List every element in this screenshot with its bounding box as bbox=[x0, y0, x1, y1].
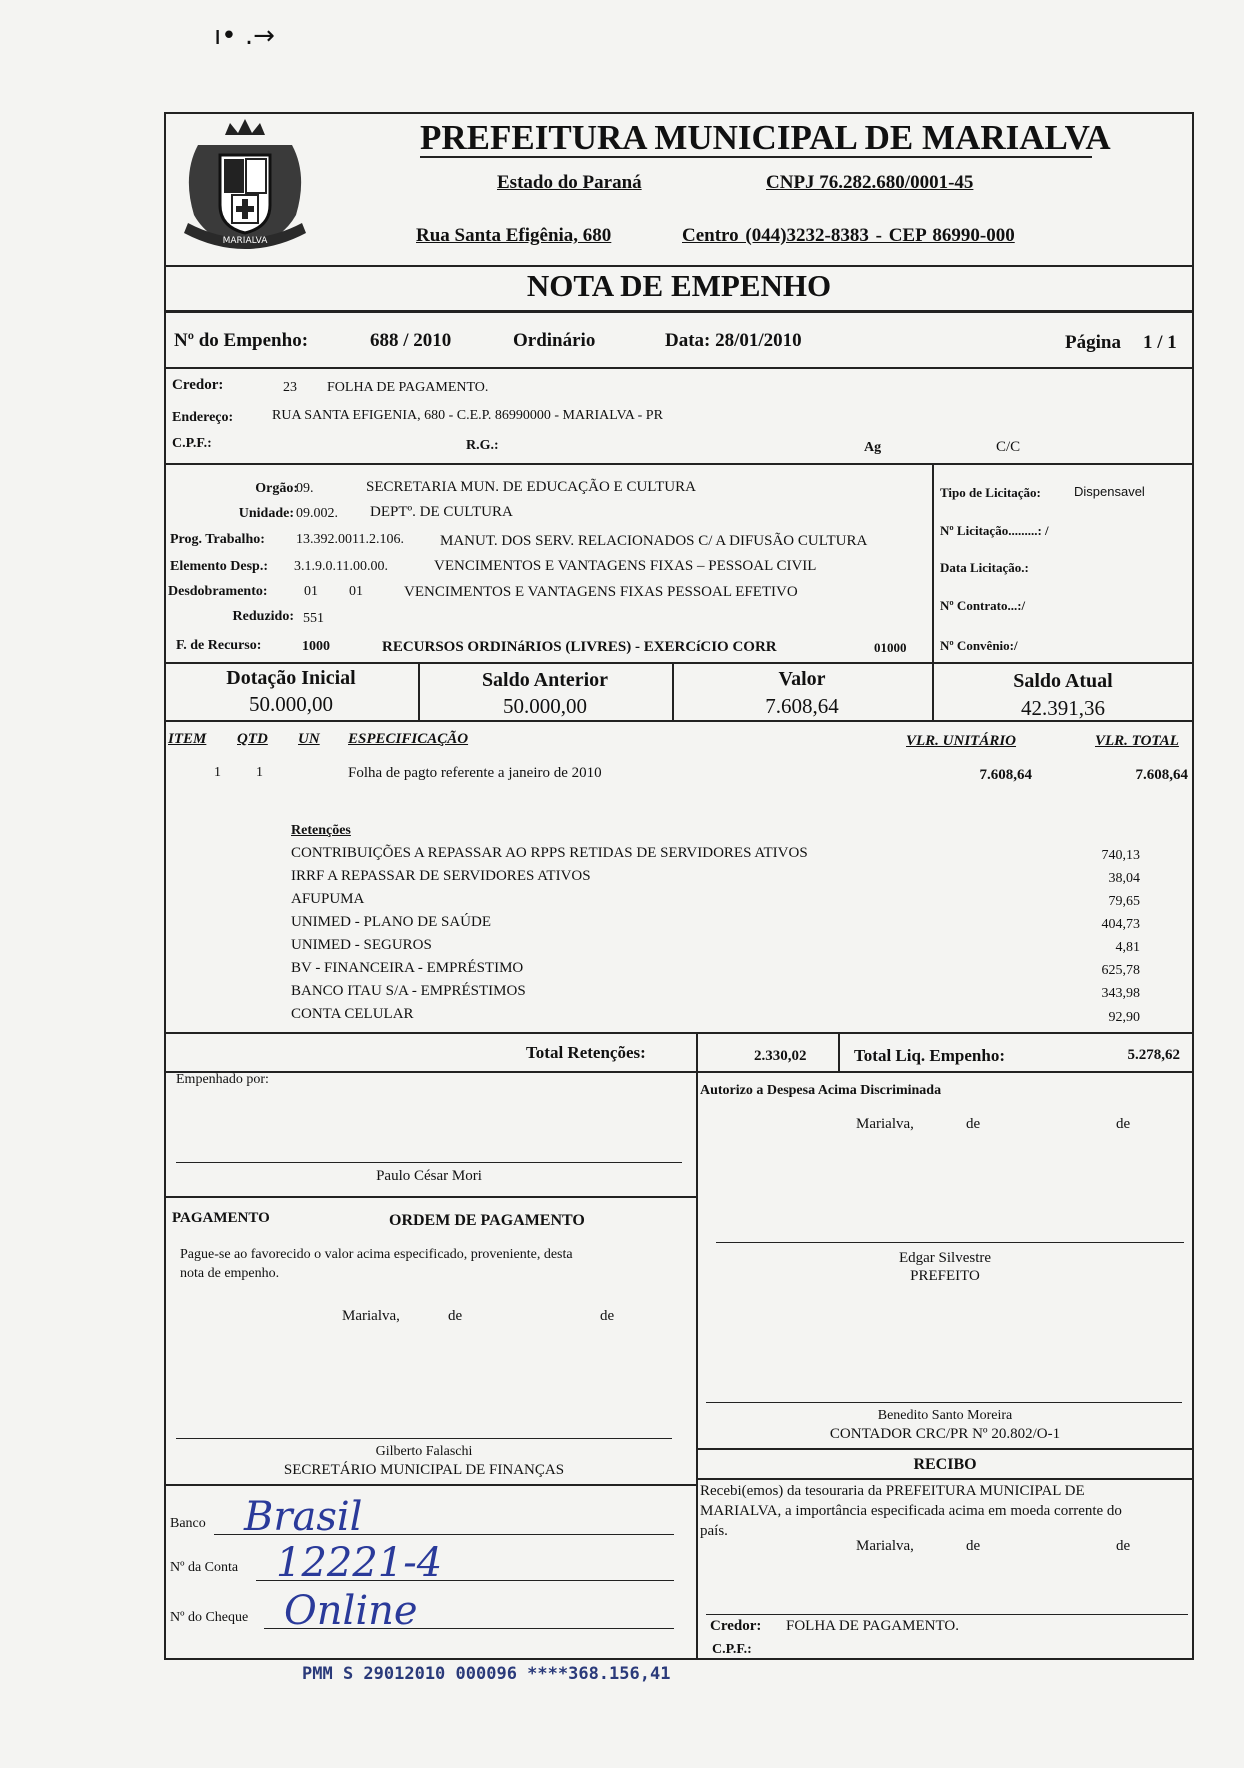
budget-divider bbox=[164, 662, 1194, 664]
state-label: Estado do Paraná bbox=[497, 172, 642, 193]
total-liquido-value: 5.278,62 bbox=[1127, 1047, 1180, 1063]
retencao-desc: CONTRIBUIÇÕES A REPASSAR AO RPPS RETIDAS DE SERVIDORES ATIVOS bbox=[291, 845, 808, 861]
page-label: Página bbox=[1065, 332, 1121, 353]
document-title: NOTA DE EMPENHO bbox=[526, 268, 832, 303]
numero-contrato: Nº Contrato...:/ bbox=[940, 598, 1026, 613]
retencao-desc: BANCO ITAU S/A - EMPRÉSTIMOS bbox=[291, 983, 526, 999]
saldos-divider bbox=[164, 720, 1194, 722]
retencao-value: 404,73 bbox=[1101, 917, 1140, 932]
empenhado-divider bbox=[164, 1196, 696, 1198]
totals-col-1 bbox=[696, 1032, 698, 1072]
retencao-value: 92,90 bbox=[1108, 1010, 1140, 1025]
empenhado-label: Empenhado por: bbox=[176, 1072, 269, 1087]
prefeito-title: PREFEITO bbox=[910, 1268, 980, 1284]
title-underline bbox=[420, 156, 1092, 158]
recibo-title: RECIBO bbox=[913, 1456, 977, 1473]
credor-code: 23 bbox=[283, 380, 297, 395]
valor-label: Valor bbox=[778, 668, 826, 690]
banco-handwritten: Brasil bbox=[244, 1494, 363, 1540]
cnpj-label: CNPJ 76.282.680/0001-45 bbox=[766, 172, 974, 193]
prog-trabalho-label: Prog. Trabalho: bbox=[170, 532, 265, 547]
dotacao-inicial-label: Dotação Inicial bbox=[226, 667, 356, 689]
conta-label: Nº da Conta bbox=[170, 1560, 239, 1575]
recurso-code-2: 01000 bbox=[874, 640, 907, 655]
prog-trabalho-code: 13.392.0011.2.106. bbox=[296, 532, 404, 547]
retencao-value: 38,04 bbox=[1108, 871, 1140, 886]
secretario-divider bbox=[164, 1484, 696, 1486]
prefeito-name: Edgar Silvestre bbox=[898, 1250, 992, 1266]
autorizo-de-1: de bbox=[966, 1116, 981, 1132]
empenho-divider bbox=[164, 367, 1194, 369]
address-contact: Centro (044)3232-8383 - CEP 86990-000 bbox=[682, 225, 1015, 246]
ordem-pagamento-title: ORDEM DE PAGAMENTO bbox=[389, 1212, 585, 1229]
retencoes-title: Retenções bbox=[291, 823, 351, 838]
contador-name: Benedito Santo Moreira bbox=[877, 1408, 1013, 1423]
lower-column-divider bbox=[696, 1071, 698, 1660]
title-divider bbox=[164, 310, 1194, 313]
empenhado-name: Paulo César Mori bbox=[376, 1168, 482, 1184]
recibo-text-line-1: Recebi(emos) da tesouraria da PREFEITURA MUNICIPAL DE bbox=[700, 1483, 1085, 1499]
item-total-value: 7.608,64 bbox=[1135, 767, 1188, 783]
pagamento-city: Marialva, bbox=[342, 1308, 400, 1324]
pagamento-label: PAGAMENTO bbox=[172, 1210, 270, 1226]
contador-divider bbox=[696, 1448, 1194, 1450]
orgao-label: Orgão: bbox=[255, 481, 298, 496]
saldo-atual-label: Saldo Atual bbox=[1013, 670, 1113, 692]
orgao-code: 09. bbox=[296, 481, 314, 496]
total-retencoes-label: Total Retenções: bbox=[526, 1043, 646, 1062]
recibo-text-line-3: país. bbox=[700, 1523, 728, 1539]
total-value-header: VLR. TOTAL bbox=[1095, 733, 1179, 749]
pagamento-text-line-1: Pague-se ao favorecido o valor acima especificado, proveniente, desta bbox=[180, 1247, 573, 1262]
retencao-desc: CONTA CELULAR bbox=[291, 1006, 414, 1022]
retencoes-divider bbox=[164, 1032, 1194, 1034]
recibo-credor-label: Credor: bbox=[710, 1618, 762, 1634]
empenhado-signature-line bbox=[176, 1162, 682, 1163]
municipality-title: PREFEITURA MUNICIPAL DE MARIALVA bbox=[420, 118, 1111, 157]
item-number: 1 bbox=[214, 765, 221, 780]
banco-label: Banco bbox=[170, 1516, 206, 1531]
recibo-city: Marialva, bbox=[856, 1538, 914, 1554]
data-licitacao: Data Licitação.: bbox=[940, 560, 1029, 575]
coat-of-arms-icon bbox=[170, 115, 320, 263]
credor-divider bbox=[164, 463, 1194, 465]
totals-divider bbox=[164, 1071, 1194, 1073]
agency-label: Ag bbox=[864, 440, 882, 455]
autorizo-city: Marialva, bbox=[856, 1116, 914, 1132]
cpf-label: C.P.F.: bbox=[172, 436, 212, 451]
autorizo-de-2: de bbox=[1116, 1116, 1131, 1132]
pagamento-de-1: de bbox=[448, 1308, 463, 1324]
tipo-licitacao-value: Dispensavel bbox=[1074, 484, 1145, 499]
retencao-desc: UNIMED - PLANO DE SAÚDE bbox=[291, 914, 491, 930]
prog-trabalho-description: MANUT. DOS SERV. RELACIONADOS C/ A DIFUSÃO CULTURA bbox=[440, 533, 868, 549]
rg-label: R.G.: bbox=[466, 438, 499, 453]
desdobramento-b: 01 bbox=[349, 584, 363, 599]
saldo-anterior-label: Saldo Anterior bbox=[481, 669, 609, 691]
header-divider bbox=[164, 265, 1194, 267]
item-unit-value: 7.608,64 bbox=[979, 767, 1032, 783]
qtd-header: QTD bbox=[237, 731, 268, 747]
valor-value: 7.608,64 bbox=[765, 694, 839, 718]
prefeito-signature-line bbox=[716, 1242, 1184, 1243]
recibo-cpf-label: C.P.F.: bbox=[712, 1642, 752, 1657]
desdobramento-label: Desdobramento: bbox=[168, 584, 268, 599]
numero-licitacao: Nº Licitação.........: / bbox=[940, 523, 1049, 538]
numero-convenio: Nº Convênio:/ bbox=[940, 638, 1018, 653]
elemento-label: Elemento Desp.: bbox=[170, 559, 268, 574]
empenho-date: Data: 28/01/2010 bbox=[665, 330, 802, 351]
pagamento-text-line-2: nota de empenho. bbox=[180, 1266, 280, 1281]
unit-value-header: VLR. UNITÁRIO bbox=[906, 733, 1017, 749]
spec-header: ESPECIFICAÇÃO bbox=[348, 731, 469, 747]
retencao-value: 343,98 bbox=[1101, 986, 1140, 1001]
tipo-licitacao-label: Tipo de Licitação: bbox=[940, 485, 1041, 500]
endereco-label: Endereço: bbox=[172, 410, 234, 425]
recibo-de-2: de bbox=[1116, 1538, 1131, 1554]
secretario-title: SECRETÁRIO MUNICIPAL DE FINANÇAS bbox=[283, 1462, 565, 1478]
recurso-description: RECURSOS ORDINáRIOS (LIVRES) - EXERCíCIO CORR bbox=[382, 639, 777, 655]
autorizo-text: Autorizo a Despesa Acima Discriminada bbox=[700, 1083, 942, 1098]
empenho-number-label: Nº do Empenho: bbox=[174, 330, 309, 351]
contador-title: CONTADOR CRC/PR Nº 20.802/O-1 bbox=[829, 1426, 1061, 1442]
page-number: 1 / 1 bbox=[1143, 332, 1177, 353]
empenho-type: Ordinário bbox=[513, 330, 596, 351]
credor-name: FOLHA DE PAGAMENTO. bbox=[327, 380, 489, 395]
unidade-code: 09.002. bbox=[296, 506, 338, 521]
licitacao-column-divider bbox=[932, 463, 934, 663]
recibo-signature-line bbox=[706, 1614, 1188, 1615]
retencao-desc: IRRF A REPASSAR DE SERVIDORES ATIVOS bbox=[291, 868, 591, 884]
unidade-description: DEPTº. DE CULTURA bbox=[370, 504, 513, 520]
saldo-atual-value: 42.391,36 bbox=[1021, 696, 1105, 720]
retencao-value: 79,65 bbox=[1108, 894, 1140, 909]
retencao-value: 625,78 bbox=[1101, 963, 1140, 978]
empenho-number: 688 / 2010 bbox=[370, 330, 452, 351]
secretario-signature-line bbox=[176, 1438, 672, 1439]
item-header: ITEM bbox=[168, 731, 207, 747]
desdobramento-a: 01 bbox=[304, 584, 318, 599]
retencao-value: 740,13 bbox=[1101, 848, 1140, 863]
secretario-name: Gilberto Falaschi bbox=[375, 1444, 473, 1459]
desdobramento-description: VENCIMENTOS E VANTAGENS FIXAS PESSOAL EFETIVO bbox=[404, 584, 798, 600]
saldo-anterior-value: 50.000,00 bbox=[503, 694, 587, 718]
total-liquido-label: Total Liq. Empenho: bbox=[854, 1046, 1005, 1065]
dotacao-inicial-value: 50.000,00 bbox=[249, 692, 333, 716]
recibo-credor-name: FOLHA DE PAGAMENTO. bbox=[786, 1618, 959, 1634]
cheque-handwritten: Online bbox=[284, 1588, 418, 1634]
account-label: C/C bbox=[996, 439, 1021, 455]
recibo-divider bbox=[696, 1478, 1194, 1480]
retencao-value: 4,81 bbox=[1115, 940, 1140, 955]
total-retencoes-value: 2.330,02 bbox=[754, 1048, 807, 1064]
recibo-text-line-2: MARIALVA, a importância especificada acima em moeda corrente do bbox=[700, 1503, 1122, 1519]
elemento-code: 3.1.9.0.11.00.00. bbox=[294, 559, 388, 574]
conta-handwritten: 12221-4 bbox=[276, 1540, 443, 1586]
retencao-desc: UNIMED - SEGUROS bbox=[291, 937, 432, 953]
pagamento-de-2: de bbox=[600, 1308, 615, 1324]
reduzido-value: 551 bbox=[303, 611, 324, 626]
bank-authentication-stamp: PMM S 29012010 000096 ****368.156,41 bbox=[302, 1664, 671, 1684]
svg-text:MARIALVA: MARIALVA bbox=[222, 236, 268, 246]
credor-address: RUA SANTA EFIGENIA, 680 - C.E.P. 86990000 - MARIALVA - PR bbox=[272, 408, 663, 423]
recurso-label: F. de Recurso: bbox=[176, 638, 262, 653]
credor-label: Credor: bbox=[172, 377, 224, 393]
cheque-label: Nº do Cheque bbox=[170, 1610, 249, 1625]
scan-mark: ı• .→ bbox=[214, 21, 275, 51]
elemento-description: VENCIMENTOS E VANTAGENS FIXAS – PESSOAL CIVIL bbox=[434, 558, 817, 574]
retencao-desc: AFUPUMA bbox=[291, 891, 365, 907]
retencao-desc: BV - FINANCEIRA - EMPRÉSTIMO bbox=[291, 960, 524, 976]
unidade-label: Unidade: bbox=[238, 506, 294, 521]
orgao-description: SECRETARIA MUN. DE EDUCAÇÃO E CULTURA bbox=[366, 479, 696, 495]
item-qtd: 1 bbox=[256, 765, 263, 780]
un-header: UN bbox=[298, 731, 320, 747]
street-address: Rua Santa Efigênia, 680 bbox=[416, 225, 612, 246]
item-spec: Folha de pagto referente a janeiro de 2010 bbox=[348, 765, 602, 781]
totals-col-2 bbox=[838, 1032, 840, 1072]
municipal-seal bbox=[170, 115, 320, 263]
reduzido-label: Reduzido: bbox=[232, 609, 294, 624]
contador-signature-line bbox=[706, 1402, 1182, 1403]
recibo-de-1: de bbox=[966, 1538, 981, 1554]
recurso-code: 1000 bbox=[302, 639, 330, 654]
